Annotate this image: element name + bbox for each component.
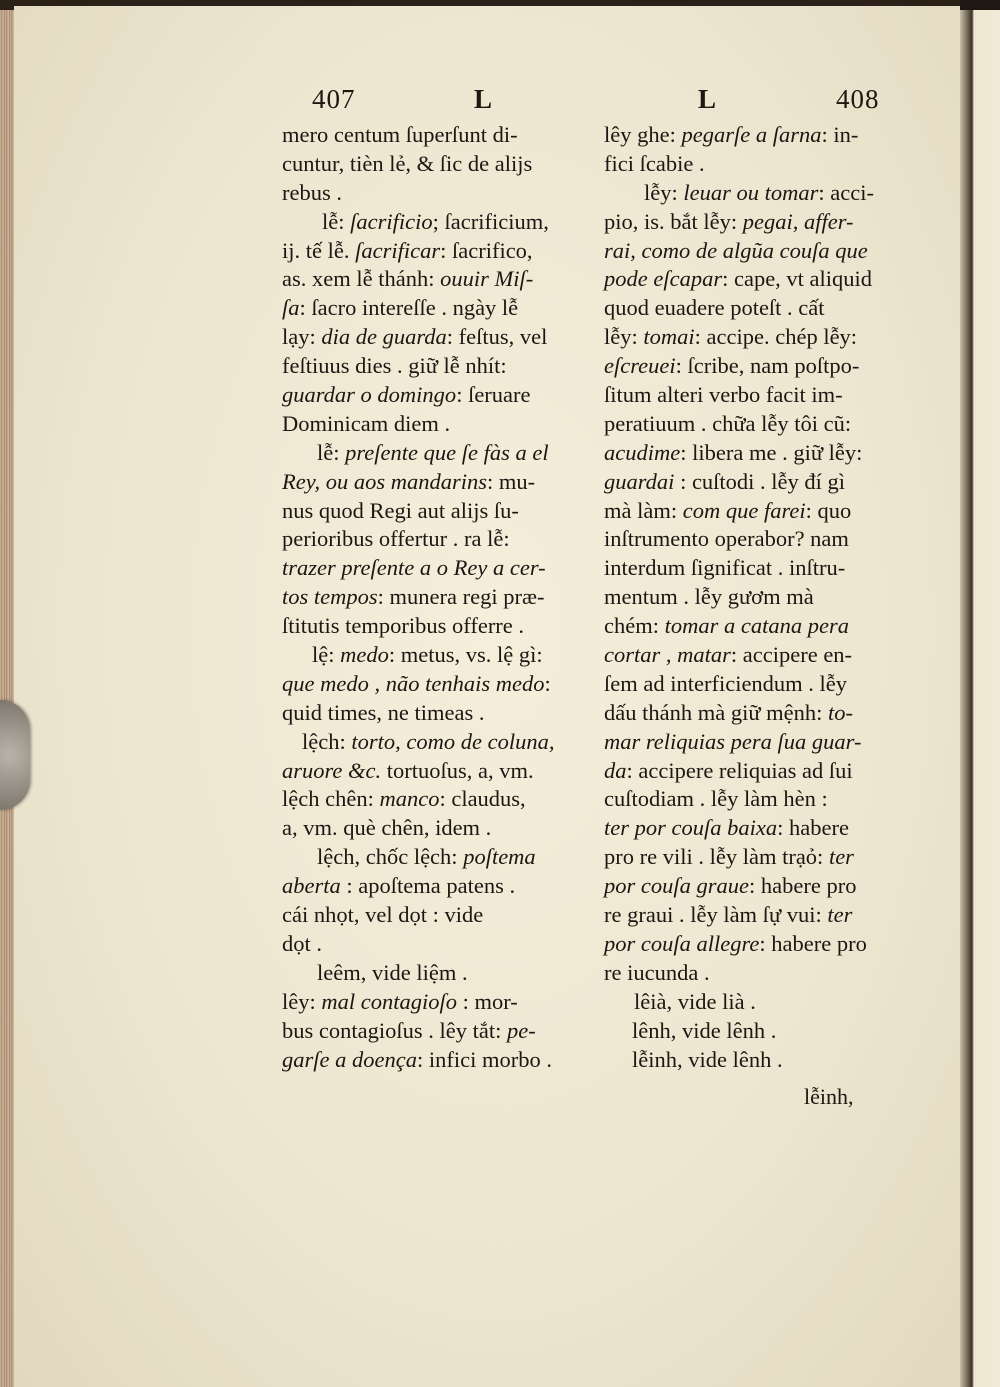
entry-text: : xyxy=(544,670,551,696)
entry-text: : claudus, xyxy=(439,786,526,812)
dictionary-line xyxy=(604,1017,914,1046)
portuguese-gloss: pegarſe a ſarna xyxy=(681,122,822,147)
dictionary-line xyxy=(604,497,914,526)
left-page-number: 407 xyxy=(312,84,356,114)
dictionary-line xyxy=(282,208,592,237)
portuguese-gloss: ſacrificar xyxy=(355,237,441,263)
entry-text: : accipe. chép lễy: xyxy=(694,324,858,350)
dictionary-line xyxy=(282,497,592,526)
entry-text: : munera regi præ- xyxy=(377,584,545,610)
entry-text: tortuoſus, a, vm. xyxy=(381,757,534,783)
entry-text: : libera me . giữ lễy: xyxy=(680,439,863,465)
dictionary-line xyxy=(282,959,592,988)
entry-text: : ſacrifico, xyxy=(440,237,533,263)
entry-text: lễinh, vide lênh . xyxy=(632,1046,783,1072)
left-running-letter: L xyxy=(474,84,494,114)
portuguese-gloss: poſtema xyxy=(463,844,536,870)
entry-text: lạy: xyxy=(282,324,322,350)
dictionary-line xyxy=(282,872,592,901)
entry-text: cái nhọt, vel dọt : vide xyxy=(282,902,484,928)
dictionary-line xyxy=(604,814,914,843)
entry-text: lệ: xyxy=(312,642,341,668)
portuguese-gloss: ſa xyxy=(282,295,300,321)
portuguese-gloss: rai, como de algũa couſa que xyxy=(604,237,868,263)
dictionary-line xyxy=(282,237,592,266)
dictionary-line xyxy=(604,237,914,266)
entry-text: : habere pro xyxy=(749,873,857,899)
dictionary-line xyxy=(282,179,592,208)
dictionary-line xyxy=(282,814,592,843)
dictionary-line xyxy=(604,439,914,468)
entry-text: ; ſacrificium, xyxy=(432,208,549,234)
dictionary-line xyxy=(604,121,914,150)
portuguese-gloss: tomai xyxy=(643,324,695,350)
portuguese-gloss: guardar o domingo xyxy=(282,382,457,408)
dictionary-line xyxy=(282,265,592,294)
portuguese-gloss: garſe a doença xyxy=(282,1046,417,1072)
dictionary-line xyxy=(604,583,914,612)
portuguese-gloss: dia de guarda xyxy=(321,324,447,350)
portuguese-gloss: aruore &c. xyxy=(282,757,382,783)
dictionary-line xyxy=(604,323,914,352)
dictionary-line xyxy=(282,901,592,930)
entry-text: pio, is. bắt lễy: xyxy=(604,208,743,234)
portuguese-gloss: trazer preſente a o Rey a cer- xyxy=(282,555,546,581)
portuguese-gloss: ſacrificio xyxy=(350,208,433,234)
dictionary-line xyxy=(282,988,592,1017)
portuguese-gloss: manco xyxy=(379,786,440,812)
portuguese-gloss: Rey, ou aos mandarins xyxy=(282,468,487,494)
entry-text: : feſtus, vel xyxy=(446,324,548,350)
entry-text: ſtitutis temporibus offerre . xyxy=(282,613,525,639)
entry-text: leêm, vide liệm . xyxy=(317,959,468,985)
entry-text: inſtrumento operabor? nam xyxy=(604,526,849,552)
dictionary-line xyxy=(604,988,914,1017)
portuguese-gloss: mar reliquias pera ſua guar- xyxy=(604,728,862,754)
entry-text: Dominicam diem . xyxy=(282,410,451,436)
portuguese-gloss: pode eſcapar xyxy=(604,266,723,292)
dictionary-line xyxy=(604,410,914,439)
dictionary-line xyxy=(282,150,592,179)
portuguese-gloss: ter xyxy=(827,902,853,928)
entry-text: lêy: xyxy=(282,988,322,1014)
portuguese-gloss: mal contagioſo xyxy=(321,988,457,1014)
entry-text: : quo xyxy=(805,497,852,523)
catchword: lễinh, xyxy=(804,1084,854,1109)
dictionary-line xyxy=(604,554,914,583)
spine-shadow xyxy=(960,0,1000,10)
portuguese-gloss: ouuir Miſ- xyxy=(440,266,534,292)
portuguese-gloss: eſcreuei xyxy=(604,353,676,379)
dictionary-line xyxy=(282,757,592,786)
dictionary-line xyxy=(604,150,914,179)
dictionary-line xyxy=(282,612,592,641)
dictionary-line xyxy=(282,323,592,352)
portuguese-gloss: aberta xyxy=(282,873,341,899)
portuguese-gloss: pe- xyxy=(506,1017,536,1043)
dictionary-line xyxy=(282,641,592,670)
dictionary-line xyxy=(604,901,914,930)
entry-text: lệch: xyxy=(302,728,352,754)
entry-text: lễ: xyxy=(322,208,351,234)
dictionary-line xyxy=(282,439,592,468)
entry-text: dấu thánh mà giữ mệnh: xyxy=(604,699,829,725)
entry-text: : mor- xyxy=(457,988,518,1014)
entry-text: a, vm. què chên, idem . xyxy=(282,815,492,841)
portuguese-gloss: ter por couſa baixa xyxy=(604,815,778,841)
entry-text: : ſcribe, nam poſtpo- xyxy=(675,353,860,379)
entry-text: dọt . xyxy=(282,930,323,956)
entry-text: interdum ſignificat . inſtru- xyxy=(604,555,846,581)
book-gutter xyxy=(960,0,1000,1387)
entry-text: fici ſcabie . xyxy=(604,150,705,176)
dictionary-line xyxy=(282,670,592,699)
dictionary-line xyxy=(282,785,592,814)
dictionary-line xyxy=(282,699,592,728)
right-running-letter: L xyxy=(698,84,718,114)
entry-text: re iucunda . xyxy=(604,959,710,985)
entry-text: lễ: xyxy=(317,439,346,465)
book-fore-edge xyxy=(0,10,14,1387)
dictionary-line xyxy=(604,843,914,872)
dictionary-line xyxy=(604,1046,914,1075)
entry-text: : in- xyxy=(821,122,859,147)
entry-text: lễy: xyxy=(604,324,644,350)
entry-text: ſitum alteri verbo facit im- xyxy=(604,382,843,408)
entry-text: quid times, ne timeas . xyxy=(282,699,485,725)
entry-text: chém: xyxy=(604,613,665,639)
dictionary-line xyxy=(282,410,592,439)
portuguese-gloss: preſente que ſe fàs a el xyxy=(345,439,549,465)
portuguese-gloss: tos tempos xyxy=(282,584,378,610)
portuguese-gloss: tomar a catana pera xyxy=(664,613,849,639)
portuguese-gloss: com que farei xyxy=(682,497,806,523)
dictionary-line xyxy=(282,468,592,497)
dictionary-line xyxy=(604,468,914,497)
dictionary-line xyxy=(604,959,914,988)
dictionary-line xyxy=(604,872,914,901)
dictionary-line xyxy=(604,757,914,786)
entry-text: pro re vili . lễy làm trạỏ: xyxy=(604,844,829,870)
portuguese-gloss: leuar ou tomar xyxy=(683,179,819,205)
dictionary-line xyxy=(282,1046,592,1075)
portuguese-gloss: torto, como de coluna, xyxy=(351,728,555,754)
portuguese-gloss: medo xyxy=(340,642,389,668)
entry-text: cuſtodiam . lễy làm hèn : xyxy=(604,786,828,812)
entry-text: : metus, vs. lệ gì: xyxy=(388,642,543,668)
entry-text: : mu- xyxy=(487,468,536,494)
entry-text: lênh, vide lênh . xyxy=(632,1017,777,1043)
left-dictionary-column xyxy=(282,121,592,1074)
portuguese-gloss: to- xyxy=(828,699,854,725)
entry-text: mentum . lễy gươm mà xyxy=(604,584,814,610)
dictionary-line xyxy=(604,208,914,237)
dictionary-line xyxy=(604,352,914,381)
dictionary-line xyxy=(282,1017,592,1046)
dictionary-line xyxy=(604,525,914,554)
entry-text: : cuſtodi . lễy đí gì xyxy=(674,468,846,494)
dictionary-line xyxy=(282,728,592,757)
entry-text: nus quod Regi aut alijs ſu- xyxy=(282,497,519,523)
portuguese-gloss: da xyxy=(604,757,627,783)
entry-text: cuntur, tièn lẻ, & ſic de alijs xyxy=(282,150,533,176)
entry-text: : accipere reliquias ad ſui xyxy=(626,757,853,783)
dictionary-line xyxy=(282,525,592,554)
dictionary-line xyxy=(604,728,914,757)
dictionary-line xyxy=(282,843,592,872)
dictionary-line xyxy=(604,381,914,410)
dictionary-line xyxy=(282,930,592,959)
entry-text: mà làm: xyxy=(604,497,683,523)
dictionary-line xyxy=(282,381,592,410)
entry-text: feſtiuus dies . giữ lễ nhít: xyxy=(282,353,507,379)
entry-text: lễy: xyxy=(644,179,684,205)
dictionary-line xyxy=(282,352,592,381)
entry-text: : cape, vt aliquid xyxy=(722,266,873,292)
entry-text: ſem ad interficiendum . lễy xyxy=(604,670,848,696)
entry-text: : infici morbo . xyxy=(416,1046,552,1072)
entry-text: : habere xyxy=(777,815,849,841)
dictionary-line xyxy=(604,265,914,294)
entry-text: bus contagioſus . lêy tắt: xyxy=(282,1017,507,1043)
entry-text: lêià, vide lià . xyxy=(634,988,756,1014)
portuguese-gloss: que medo , não tenhais medo xyxy=(282,670,545,696)
entry-text: rebus . xyxy=(282,179,342,205)
entry-text: perioribus offertur . ra lễ: xyxy=(282,526,510,552)
entry-text: quod euadere poteſt . cất xyxy=(604,295,825,321)
portuguese-gloss: ter xyxy=(828,844,854,870)
right-dictionary-column xyxy=(604,121,914,1074)
entry-text: : ſeruare xyxy=(456,382,531,408)
entry-text: as. xem lễ thánh: xyxy=(282,266,441,292)
portuguese-gloss: por couſa allegre xyxy=(604,930,760,956)
entry-text: peratiuum . chữa lễy tôi cũ: xyxy=(604,410,852,436)
dictionary-line xyxy=(282,554,592,583)
entry-text: lêy ghe: xyxy=(604,122,682,147)
dictionary-line xyxy=(282,294,592,323)
portuguese-gloss: cortar , matar xyxy=(604,642,731,668)
entry-text: ij. tế lễ. xyxy=(282,237,356,263)
dictionary-line xyxy=(604,930,914,959)
entry-text: : accipere en- xyxy=(730,642,853,668)
page-clip xyxy=(0,700,30,810)
dictionary-line xyxy=(282,121,592,150)
entry-text: : habere pro xyxy=(759,930,867,956)
right-page-number: 408 xyxy=(836,84,880,114)
dictionary-line xyxy=(604,670,914,699)
dictionary-line xyxy=(604,294,914,323)
dictionary-line xyxy=(282,583,592,612)
entry-text: lệch chên: xyxy=(282,786,380,812)
dictionary-line xyxy=(604,699,914,728)
entry-text: : acci- xyxy=(818,179,874,205)
dictionary-line xyxy=(604,785,914,814)
entry-text: mero centum ſuperſunt di- xyxy=(282,122,518,147)
entry-text: re graui . lễy làm ſự vui: xyxy=(604,902,828,928)
entry-text: : apoſtema patens . xyxy=(340,873,516,899)
dictionary-line xyxy=(604,641,914,670)
portuguese-gloss: acudime xyxy=(604,439,681,465)
entry-text: : ſacro intereſſe . ngày lễ xyxy=(299,295,519,321)
portuguese-gloss: por couſa graue xyxy=(604,873,749,899)
dictionary-line xyxy=(604,179,914,208)
entry-text: lệch, chốc lệch: xyxy=(317,844,464,870)
portuguese-gloss: guardai xyxy=(604,468,675,494)
dictionary-line xyxy=(604,612,914,641)
portuguese-gloss: pegai, affer- xyxy=(742,208,854,234)
